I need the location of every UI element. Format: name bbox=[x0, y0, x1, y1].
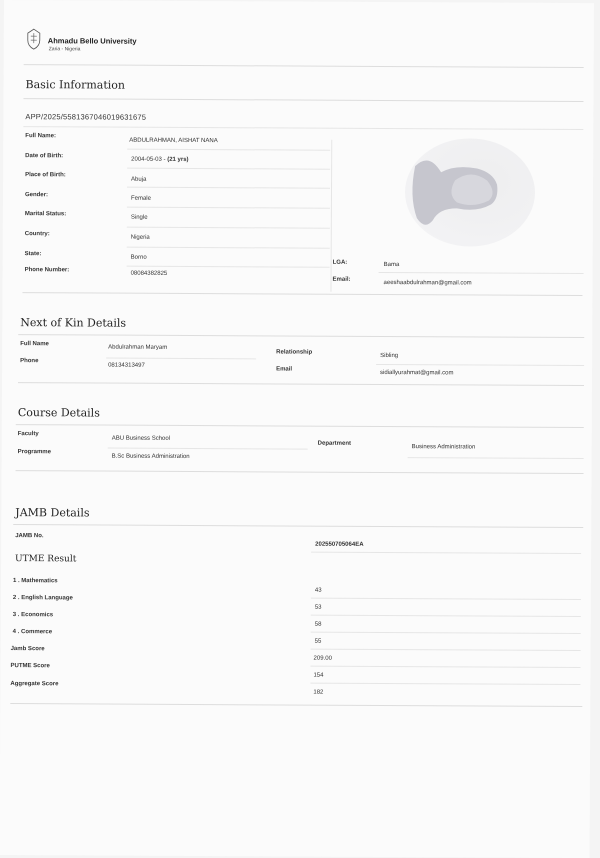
relationship-label: Relationship bbox=[276, 349, 313, 356]
jamb-no-label: JAMB No. bbox=[15, 533, 44, 540]
phone-number-label: Phone Number: bbox=[24, 267, 70, 274]
aggregate-score-value: 182 bbox=[313, 689, 324, 696]
dob-value: 2004-05-03 - (21 yrs) bbox=[131, 156, 189, 163]
row-divider bbox=[127, 207, 330, 209]
university-location: Zaria - Nigeria bbox=[48, 46, 81, 53]
pob-value: Abuja bbox=[131, 176, 147, 183]
kin-phone-label: Phone bbox=[20, 358, 39, 365]
row-divider bbox=[311, 598, 581, 600]
row-divider bbox=[106, 358, 256, 360]
programme-value: B.Sc Business Administration bbox=[111, 453, 190, 460]
putme-score-label: PUTME Score bbox=[10, 663, 50, 670]
utme-result-title: UTME Result bbox=[15, 554, 77, 565]
basic-section-end bbox=[22, 292, 582, 296]
faculty-label: Faculty bbox=[17, 431, 39, 438]
row-divider bbox=[310, 683, 580, 685]
info-photo-separator bbox=[330, 140, 332, 292]
course-section-end bbox=[16, 470, 584, 474]
course-title-divider bbox=[16, 424, 584, 428]
row-divider bbox=[108, 448, 308, 450]
row-divider bbox=[311, 552, 581, 554]
subject-mathematics-score: 43 bbox=[314, 587, 322, 594]
putme-score-value: 154 bbox=[313, 672, 324, 679]
dob-label: Date of Birth: bbox=[25, 153, 64, 160]
next-of-kin-title: Next of Kin Details bbox=[20, 316, 127, 330]
relationship-value: Sibling bbox=[380, 352, 399, 360]
jamb-title-divider bbox=[13, 524, 583, 528]
country-value: Nigeria bbox=[130, 234, 150, 241]
country-label: Country: bbox=[24, 231, 50, 238]
row-divider bbox=[127, 227, 330, 229]
subject-commerce-label: 4 . Commerce bbox=[12, 629, 53, 636]
subject-economics-label: 3 . Economics bbox=[12, 612, 54, 619]
state-label: State: bbox=[24, 251, 42, 258]
kin-title-divider bbox=[18, 334, 584, 338]
lga-label: LGA: bbox=[332, 259, 348, 266]
jamb-section-end bbox=[10, 703, 582, 707]
email-label: Email: bbox=[332, 276, 351, 283]
lga-value: Bama bbox=[383, 261, 400, 269]
gender-label: Gender: bbox=[24, 192, 49, 199]
jamb-score-label: Jamb Score bbox=[10, 646, 45, 653]
row-divider bbox=[311, 649, 581, 651]
jamb-no-value: 202550705064EA bbox=[315, 541, 364, 548]
avatar-silhouette-icon bbox=[405, 138, 536, 247]
row-divider bbox=[376, 364, 584, 366]
subject-english-score: 53 bbox=[314, 604, 322, 611]
subject-english-label: 2 . English Language bbox=[12, 595, 73, 602]
phone-number-value: 08084382825 bbox=[130, 270, 168, 277]
row-divider bbox=[127, 247, 330, 249]
course-details-title: Course Details bbox=[17, 406, 100, 420]
full-name-label: Full Name: bbox=[25, 133, 56, 140]
row-divider bbox=[311, 615, 581, 617]
faculty-value: ABU Business School bbox=[111, 435, 171, 442]
row-divider bbox=[127, 168, 330, 170]
basic-info-title: Basic Information bbox=[25, 78, 126, 92]
jamb-details-title: JAMB Details bbox=[15, 506, 90, 520]
kin-full-name-value: Abdulrahman Maryam bbox=[108, 344, 168, 351]
kin-full-name-label: Full Name bbox=[20, 341, 49, 348]
kin-phone-value: 08134313497 bbox=[108, 362, 145, 369]
marital-status-value: Single bbox=[130, 214, 148, 221]
pob-label: Place of Birth: bbox=[25, 172, 66, 179]
marital-status-label: Marital Status: bbox=[24, 211, 67, 218]
kin-section-end bbox=[18, 382, 584, 386]
gender-value: Female bbox=[130, 195, 151, 202]
row-divider bbox=[127, 149, 330, 151]
university-crest-icon bbox=[26, 28, 42, 50]
kin-email-label: Email bbox=[276, 366, 293, 373]
department-label: Department bbox=[317, 440, 352, 447]
header-divider bbox=[24, 64, 584, 68]
subject-economics-score: 58 bbox=[314, 621, 322, 628]
full-name-value: ABDULRAHMAN, AISHAT NANA bbox=[129, 137, 218, 145]
row-divider bbox=[311, 632, 581, 634]
subject-commerce-score: 55 bbox=[314, 638, 322, 645]
application-number: APP/2025/5581367046019631675 bbox=[25, 112, 147, 122]
row-divider bbox=[127, 187, 330, 189]
jamb-score-value: 209.00 bbox=[313, 655, 332, 662]
programme-label: Programme bbox=[17, 449, 52, 456]
university-name: Ahmadu Bello University bbox=[47, 36, 137, 46]
row-divider bbox=[379, 272, 584, 274]
basic-title-divider bbox=[23, 98, 583, 102]
row-divider bbox=[408, 457, 584, 459]
subject-mathematics-label: 1 . Mathematics bbox=[12, 578, 58, 585]
email-value: aeeshaabdulrahman@gmail.com bbox=[383, 279, 472, 287]
row-divider bbox=[311, 666, 581, 668]
row-divider bbox=[127, 266, 330, 268]
department-value: Business Administration bbox=[411, 444, 476, 451]
state-value: Borno bbox=[130, 254, 147, 261]
app-number-divider bbox=[23, 126, 583, 130]
kin-email-value: sidiallyurahmat@gmail.com bbox=[380, 369, 454, 377]
aggregate-score-label: Aggregate Score bbox=[10, 681, 59, 688]
